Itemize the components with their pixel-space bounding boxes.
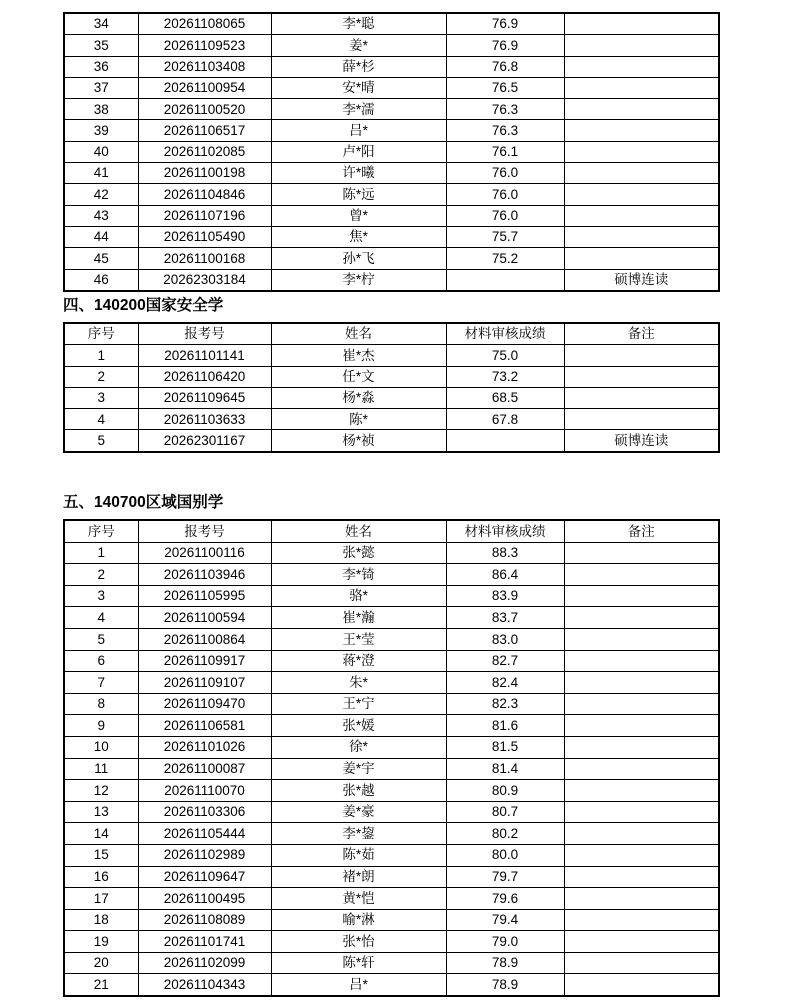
cell-name: 李*鋆 bbox=[271, 823, 446, 845]
cell-name: 王*莹 bbox=[271, 628, 446, 650]
cell-application-number: 20261106581 bbox=[138, 715, 271, 737]
cell-score: 75.0 bbox=[446, 345, 564, 366]
cell-name: 朱* bbox=[271, 672, 446, 694]
cell-index: 44 bbox=[64, 226, 138, 247]
cell-score: 80.7 bbox=[446, 801, 564, 823]
column-header-index: 序号 bbox=[64, 323, 138, 345]
cell-name: 陈*轩 bbox=[271, 952, 446, 974]
cell-score: 76.1 bbox=[446, 141, 564, 162]
table-row bbox=[64, 909, 719, 931]
cell-score: 80.9 bbox=[446, 780, 564, 802]
cell-application-number: 20261106420 bbox=[138, 366, 271, 387]
cell-index: 42 bbox=[64, 184, 138, 205]
cell-index: 13 bbox=[64, 801, 138, 823]
cell-remark bbox=[564, 13, 719, 35]
cell-remark bbox=[564, 780, 719, 802]
cell-score bbox=[446, 430, 564, 452]
results-table-140700 bbox=[63, 519, 720, 997]
cell-index: 4 bbox=[64, 607, 138, 629]
cell-remark bbox=[564, 366, 719, 387]
cell-remark bbox=[564, 866, 719, 888]
cell-remark bbox=[564, 564, 719, 586]
cell-index: 19 bbox=[64, 931, 138, 953]
cell-remark bbox=[564, 909, 719, 931]
table-row bbox=[64, 226, 719, 247]
cell-application-number: 20261101141 bbox=[138, 345, 271, 366]
table-row bbox=[64, 758, 719, 780]
table-row bbox=[64, 866, 719, 888]
cell-index: 3 bbox=[64, 387, 138, 408]
cell-application-number: 20261109645 bbox=[138, 387, 271, 408]
cell-remark bbox=[564, 141, 719, 162]
cell-score: 75.7 bbox=[446, 226, 564, 247]
cell-index: 8 bbox=[64, 693, 138, 715]
cell-application-number: 20261109470 bbox=[138, 693, 271, 715]
cell-index: 15 bbox=[64, 844, 138, 866]
cell-name: 张*懿 bbox=[271, 542, 446, 564]
cell-index: 4 bbox=[64, 409, 138, 430]
cell-name: 张*怡 bbox=[271, 931, 446, 953]
cell-name: 吕* bbox=[271, 120, 446, 141]
cell-score: 88.3 bbox=[446, 542, 564, 564]
cell-index: 18 bbox=[64, 909, 138, 931]
cell-remark bbox=[564, 931, 719, 953]
cell-score: 79.7 bbox=[446, 866, 564, 888]
cell-name: 陈*茹 bbox=[271, 844, 446, 866]
table-row bbox=[64, 844, 719, 866]
cell-name: 李*柠 bbox=[271, 269, 446, 291]
cell-application-number: 20261110070 bbox=[138, 780, 271, 802]
cell-application-number: 20261103633 bbox=[138, 409, 271, 430]
cell-remark bbox=[564, 585, 719, 607]
cell-name: 安*晴 bbox=[271, 77, 446, 98]
cell-name: 杨*祯 bbox=[271, 430, 446, 452]
cell-name: 焦* bbox=[271, 226, 446, 247]
cell-application-number: 20261104343 bbox=[138, 974, 271, 996]
table-row bbox=[64, 564, 719, 586]
cell-index: 46 bbox=[64, 269, 138, 291]
cell-application-number: 20261100087 bbox=[138, 758, 271, 780]
table-row bbox=[64, 672, 719, 694]
table-row bbox=[64, 430, 719, 452]
table-row bbox=[64, 736, 719, 758]
table-row bbox=[64, 931, 719, 953]
cell-index: 41 bbox=[64, 163, 138, 184]
cell-name: 陈*远 bbox=[271, 184, 446, 205]
cell-application-number: 20261103306 bbox=[138, 801, 271, 823]
cell-application-number: 20261101741 bbox=[138, 931, 271, 953]
cell-score: 80.2 bbox=[446, 823, 564, 845]
cell-remark bbox=[564, 184, 719, 205]
cell-index: 2 bbox=[64, 564, 138, 586]
cell-index: 43 bbox=[64, 205, 138, 226]
table-row bbox=[64, 205, 719, 226]
cell-application-number: 20261103408 bbox=[138, 56, 271, 77]
cell-remark bbox=[564, 607, 719, 629]
cell-score: 82.7 bbox=[446, 650, 564, 672]
cell-name: 崔*杰 bbox=[271, 345, 446, 366]
cell-index: 20 bbox=[64, 952, 138, 974]
cell-score: 83.0 bbox=[446, 628, 564, 650]
cell-index: 35 bbox=[64, 35, 138, 56]
column-header-name: 姓名 bbox=[271, 520, 446, 542]
cell-score: 82.3 bbox=[446, 693, 564, 715]
cell-name: 张*媛 bbox=[271, 715, 446, 737]
cell-score: 81.5 bbox=[446, 736, 564, 758]
cell-score: 78.9 bbox=[446, 952, 564, 974]
cell-remark bbox=[564, 823, 719, 845]
column-header-remark: 备注 bbox=[564, 323, 719, 345]
cell-index: 36 bbox=[64, 56, 138, 77]
cell-remark bbox=[564, 409, 719, 430]
section-heading-140200: 四、140200国家安全学 bbox=[63, 297, 224, 314]
table-row bbox=[64, 542, 719, 564]
cell-score: 76.0 bbox=[446, 184, 564, 205]
cell-remark bbox=[564, 77, 719, 98]
cell-remark bbox=[564, 345, 719, 366]
cell-score: 76.8 bbox=[446, 56, 564, 77]
cell-remark bbox=[564, 226, 719, 247]
column-header-application-number: 报考号 bbox=[138, 323, 271, 345]
cell-score: 83.7 bbox=[446, 607, 564, 629]
cell-name: 蒋*澄 bbox=[271, 650, 446, 672]
table-row bbox=[64, 120, 719, 141]
table-row bbox=[64, 163, 719, 184]
cell-remark bbox=[564, 952, 719, 974]
cell-application-number: 20261102099 bbox=[138, 952, 271, 974]
cell-name: 卢*阳 bbox=[271, 141, 446, 162]
table-row bbox=[64, 650, 719, 672]
cell-application-number: 20261102989 bbox=[138, 844, 271, 866]
cell-score: 76.0 bbox=[446, 163, 564, 184]
table-row bbox=[64, 693, 719, 715]
cell-remark bbox=[564, 163, 719, 184]
cell-index: 10 bbox=[64, 736, 138, 758]
cell-application-number: 20261109523 bbox=[138, 35, 271, 56]
table-row bbox=[64, 952, 719, 974]
cell-application-number: 20261109107 bbox=[138, 672, 271, 694]
table-row bbox=[64, 628, 719, 650]
cell-score: 82.4 bbox=[446, 672, 564, 694]
cell-remark bbox=[564, 650, 719, 672]
cell-remark bbox=[564, 99, 719, 120]
cell-index: 6 bbox=[64, 650, 138, 672]
results-table-140200 bbox=[63, 322, 720, 453]
cell-score: 81.4 bbox=[446, 758, 564, 780]
cell-name: 张*越 bbox=[271, 780, 446, 802]
cell-application-number: 20261100495 bbox=[138, 888, 271, 910]
cell-index: 9 bbox=[64, 715, 138, 737]
cell-application-number: 20261107196 bbox=[138, 205, 271, 226]
cell-application-number: 20261100116 bbox=[138, 542, 271, 564]
cell-application-number: 20261105995 bbox=[138, 585, 271, 607]
column-header-index: 序号 bbox=[64, 520, 138, 542]
cell-name: 薛*杉 bbox=[271, 56, 446, 77]
cell-index: 39 bbox=[64, 120, 138, 141]
cell-application-number: 20261100168 bbox=[138, 248, 271, 269]
cell-remark bbox=[564, 801, 719, 823]
cell-score: 76.3 bbox=[446, 120, 564, 141]
table-row bbox=[64, 888, 719, 910]
cell-name: 孙*飞 bbox=[271, 248, 446, 269]
table-row bbox=[64, 141, 719, 162]
cell-index: 7 bbox=[64, 672, 138, 694]
cell-index: 3 bbox=[64, 585, 138, 607]
cell-name: 许*曦 bbox=[271, 163, 446, 184]
cell-score: 78.9 bbox=[446, 974, 564, 996]
table-row bbox=[64, 35, 719, 56]
cell-score: 76.0 bbox=[446, 205, 564, 226]
cell-score: 76.9 bbox=[446, 35, 564, 56]
cell-application-number: 20261103946 bbox=[138, 564, 271, 586]
cell-name: 王*宁 bbox=[271, 693, 446, 715]
cell-remark bbox=[564, 205, 719, 226]
cell-name: 陈* bbox=[271, 409, 446, 430]
cell-name: 李*聪 bbox=[271, 13, 446, 35]
cell-remark bbox=[564, 888, 719, 910]
cell-index: 1 bbox=[64, 542, 138, 564]
cell-index: 21 bbox=[64, 974, 138, 996]
cell-remark: 硕博连读 bbox=[564, 269, 719, 291]
cell-application-number: 20261104846 bbox=[138, 184, 271, 205]
cell-remark bbox=[564, 542, 719, 564]
cell-index: 38 bbox=[64, 99, 138, 120]
cell-score: 86.4 bbox=[446, 564, 564, 586]
cell-score: 76.5 bbox=[446, 77, 564, 98]
cell-remark bbox=[564, 758, 719, 780]
table-row bbox=[64, 801, 719, 823]
cell-name: 喻*淋 bbox=[271, 909, 446, 931]
table-row bbox=[64, 248, 719, 269]
cell-name: 姜* bbox=[271, 35, 446, 56]
cell-name: 任*文 bbox=[271, 366, 446, 387]
cell-index: 37 bbox=[64, 77, 138, 98]
table-row bbox=[64, 56, 719, 77]
cell-index: 34 bbox=[64, 13, 138, 35]
cell-remark bbox=[564, 672, 719, 694]
cell-name: 吕* bbox=[271, 974, 446, 996]
cell-index: 1 bbox=[64, 345, 138, 366]
cell-index: 5 bbox=[64, 628, 138, 650]
cell-application-number: 20261105444 bbox=[138, 823, 271, 845]
cell-index: 17 bbox=[64, 888, 138, 910]
column-header-score: 材料审核成绩 bbox=[446, 520, 564, 542]
cell-index: 14 bbox=[64, 823, 138, 845]
table-row bbox=[64, 823, 719, 845]
cell-remark bbox=[564, 248, 719, 269]
results-table-continued bbox=[63, 12, 720, 292]
cell-index: 12 bbox=[64, 780, 138, 802]
cell-name: 李*濡 bbox=[271, 99, 446, 120]
cell-score: 76.3 bbox=[446, 99, 564, 120]
cell-score: 80.0 bbox=[446, 844, 564, 866]
cell-remark bbox=[564, 628, 719, 650]
table-row bbox=[64, 269, 719, 291]
cell-application-number: 20261108065 bbox=[138, 13, 271, 35]
table-row bbox=[64, 13, 719, 35]
cell-application-number: 20261100594 bbox=[138, 607, 271, 629]
cell-score bbox=[446, 269, 564, 291]
cell-remark bbox=[564, 736, 719, 758]
table-row bbox=[64, 974, 719, 996]
table-row bbox=[64, 184, 719, 205]
cell-application-number: 20261109917 bbox=[138, 650, 271, 672]
section-heading-140700: 五、140700区域国别学 bbox=[63, 494, 224, 511]
cell-remark bbox=[564, 844, 719, 866]
cell-score: 79.0 bbox=[446, 931, 564, 953]
cell-name: 姜*豪 bbox=[271, 801, 446, 823]
cell-score: 81.6 bbox=[446, 715, 564, 737]
cell-index: 40 bbox=[64, 141, 138, 162]
cell-application-number: 20261106517 bbox=[138, 120, 271, 141]
cell-score: 79.6 bbox=[446, 888, 564, 910]
column-header-score: 材料审核成绩 bbox=[446, 323, 564, 345]
cell-name: 杨*淼 bbox=[271, 387, 446, 408]
column-header-name: 姓名 bbox=[271, 323, 446, 345]
table-row bbox=[64, 366, 719, 387]
cell-application-number: 20261102085 bbox=[138, 141, 271, 162]
table-row bbox=[64, 77, 719, 98]
cell-score: 68.5 bbox=[446, 387, 564, 408]
cell-name: 徐* bbox=[271, 736, 446, 758]
cell-score: 83.9 bbox=[446, 585, 564, 607]
column-header-application-number: 报考号 bbox=[138, 520, 271, 542]
cell-application-number: 20261100520 bbox=[138, 99, 271, 120]
cell-name: 李*锜 bbox=[271, 564, 446, 586]
cell-name: 崔*瀚 bbox=[271, 607, 446, 629]
column-header-remark: 备注 bbox=[564, 520, 719, 542]
cell-index: 5 bbox=[64, 430, 138, 452]
cell-name: 黄*恺 bbox=[271, 888, 446, 910]
cell-application-number: 20261109647 bbox=[138, 866, 271, 888]
cell-application-number: 20261108089 bbox=[138, 909, 271, 931]
cell-score: 76.9 bbox=[446, 13, 564, 35]
cell-index: 45 bbox=[64, 248, 138, 269]
cell-remark bbox=[564, 693, 719, 715]
cell-application-number: 20262303184 bbox=[138, 269, 271, 291]
header-row bbox=[64, 520, 719, 542]
cell-remark bbox=[564, 974, 719, 996]
cell-application-number: 20261101026 bbox=[138, 736, 271, 758]
table-row bbox=[64, 715, 719, 737]
cell-index: 11 bbox=[64, 758, 138, 780]
table-row bbox=[64, 345, 719, 366]
cell-application-number: 20261100954 bbox=[138, 77, 271, 98]
table-row bbox=[64, 607, 719, 629]
cell-remark bbox=[564, 35, 719, 56]
cell-score: 67.8 bbox=[446, 409, 564, 430]
cell-index: 16 bbox=[64, 866, 138, 888]
cell-remark bbox=[564, 56, 719, 77]
cell-name: 曾* bbox=[271, 205, 446, 226]
cell-remark: 硕博连读 bbox=[564, 430, 719, 452]
cell-remark bbox=[564, 387, 719, 408]
cell-application-number: 20261100198 bbox=[138, 163, 271, 184]
cell-name: 褚*朗 bbox=[271, 866, 446, 888]
cell-remark bbox=[564, 715, 719, 737]
cell-application-number: 20261100864 bbox=[138, 628, 271, 650]
cell-index: 2 bbox=[64, 366, 138, 387]
table-row bbox=[64, 387, 719, 408]
table-row bbox=[64, 99, 719, 120]
cell-name: 姜*宇 bbox=[271, 758, 446, 780]
cell-score: 73.2 bbox=[446, 366, 564, 387]
table-row bbox=[64, 585, 719, 607]
cell-name: 骆* bbox=[271, 585, 446, 607]
cell-score: 79.4 bbox=[446, 909, 564, 931]
table-row bbox=[64, 780, 719, 802]
cell-score: 75.2 bbox=[446, 248, 564, 269]
header-row bbox=[64, 323, 719, 345]
table-row bbox=[64, 409, 719, 430]
cell-application-number: 20262301167 bbox=[138, 430, 271, 452]
cell-application-number: 20261105490 bbox=[138, 226, 271, 247]
cell-remark bbox=[564, 120, 719, 141]
